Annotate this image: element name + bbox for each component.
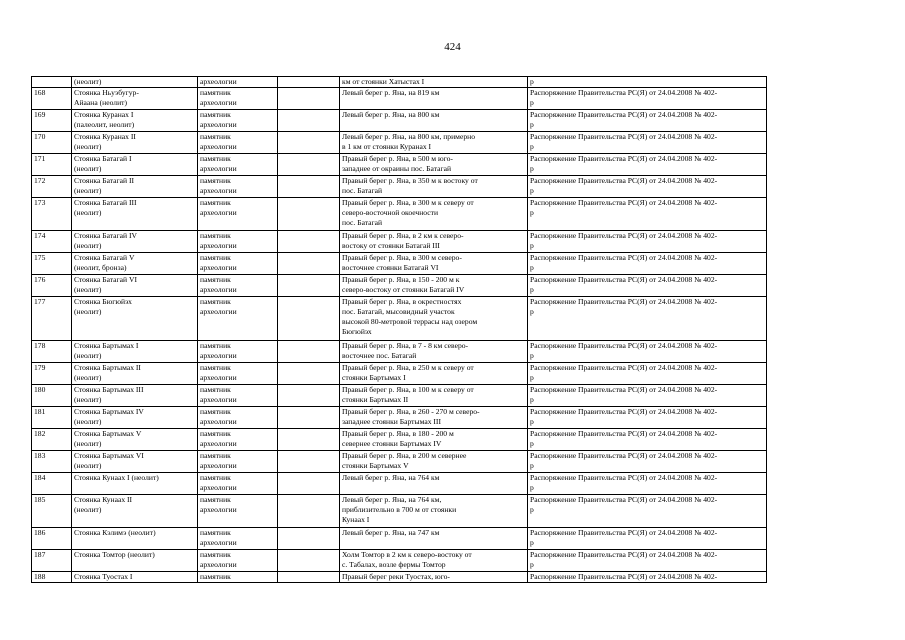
legal-document-cell (528, 340, 767, 362)
row-number: 181 (34, 406, 46, 416)
site-type: памятник археологии (200, 406, 237, 426)
row-number-cell (32, 527, 72, 549)
site-name: Стоянка Ньуэбугур- Айаана (неолит) (74, 87, 139, 107)
empty-cell-cell (278, 197, 340, 230)
row-number-cell (32, 428, 72, 450)
legal-document-cell (528, 274, 767, 296)
legal-document: Распоряжение Правительства РС(Я) от 24.04.2008 № 402- р (530, 362, 718, 382)
page-number: 424 (444, 41, 461, 53)
legal-document-cell (528, 197, 767, 230)
table-row (32, 87, 767, 109)
legal-document: Распоряжение Правительства РС(Я) от 24.04.2008 № 402- р (530, 384, 718, 404)
site-location: км от стоянки Хатыстах I (342, 77, 425, 86)
table-row (32, 197, 767, 230)
legal-document: Распоряжение Правительства РС(Я) от 24.04.2008 № 402- р (530, 87, 718, 107)
site-name: Стоянка Батагай V (неолит, бронза) (74, 252, 135, 272)
legal-document: Распоряжение Правительства РС(Я) от 24.04.2008 № 402- р (530, 340, 718, 360)
legal-document-cell (528, 472, 767, 494)
table-row (32, 406, 767, 428)
site-location-cell (340, 87, 528, 109)
site-type-cell (198, 197, 278, 230)
legal-document-cell (528, 131, 767, 153)
site-location-cell (340, 494, 528, 527)
site-type-cell (198, 252, 278, 274)
site-type-cell (198, 340, 278, 362)
site-name-cell (72, 549, 198, 571)
site-location: Левый берег р. Яна, на 819 км (342, 87, 440, 97)
legal-document: Распоряжение Правительства РС(Я) от 24.04.2008 № 402- р (530, 450, 718, 470)
site-name: Стоянка Бартымах IV (неолит) (74, 406, 144, 426)
site-type: памятник археологии (200, 230, 237, 250)
site-location: Правый берег р. Яна, в 260 - 270 м северо- западнее стоянки Бартымах III (342, 406, 480, 426)
table-row (32, 527, 767, 549)
site-type-cell (198, 77, 278, 88)
row-number: 168 (34, 87, 46, 97)
empty-cell-cell (278, 87, 340, 109)
legal-document-cell (528, 384, 767, 406)
row-number-cell (32, 252, 72, 274)
legal-document: р (530, 77, 534, 86)
site-name: Стоянка Куранах I (палеолит, неолит) (74, 109, 135, 129)
legal-document-cell (528, 406, 767, 428)
table-row (32, 230, 767, 252)
site-name: Стоянка Бартымах I (неолит) (74, 340, 139, 360)
row-number-cell (32, 131, 72, 153)
legal-document: Распоряжение Правительства РС(Я) от 24.04.2008 № 402- р (530, 472, 718, 492)
site-name: Стоянка Батагай VI (неолит) (74, 274, 138, 294)
legal-document-cell (528, 527, 767, 549)
table-row (32, 428, 767, 450)
site-location: Правый берег реки Туостах, юго- (342, 571, 450, 581)
row-number-cell (32, 153, 72, 175)
site-location-cell (340, 252, 528, 274)
site-type-cell (198, 362, 278, 384)
legal-document-cell (528, 428, 767, 450)
row-number-cell (32, 494, 72, 527)
legal-document-cell (528, 87, 767, 109)
site-location: Правый берег р. Яна, в 250 м к северу от стоянки Бартымах I (342, 362, 474, 382)
row-number: 183 (34, 450, 46, 460)
row-number-cell (32, 571, 72, 582)
row-number: 172 (34, 175, 46, 185)
row-number: 185 (34, 494, 46, 504)
site-location-cell (340, 230, 528, 252)
site-name-cell (72, 571, 198, 582)
site-location-cell (340, 384, 528, 406)
empty-cell-cell (278, 252, 340, 274)
site-type: памятник археологии (200, 153, 237, 173)
table-row (32, 252, 767, 274)
site-name: Стоянка Куранах II (неолит) (74, 131, 136, 151)
legal-document-cell (528, 494, 767, 527)
legal-document-cell (528, 571, 767, 582)
empty-cell-cell (278, 153, 340, 175)
site-type: памятник археологии (200, 197, 237, 217)
site-type: памятник археологии (200, 494, 237, 514)
site-type: памятник археологии (200, 274, 237, 294)
site-location-cell (340, 175, 528, 197)
legal-document-cell (528, 77, 767, 88)
empty-cell-cell (278, 109, 340, 131)
site-name: (неолит) (74, 77, 102, 86)
site-location: Правый берег р. Яна, в 500 м юго- западнее от окраины пос. Батагай (342, 153, 453, 173)
site-name-cell (72, 175, 198, 197)
site-name: Стоянка Бартымах III (неолит) (74, 384, 144, 404)
row-number: 179 (34, 362, 46, 372)
legal-document-cell (528, 109, 767, 131)
empty-cell-cell (278, 340, 340, 362)
legal-document: Распоряжение Правительства РС(Я) от 24.04.2008 № 402- р (530, 274, 718, 294)
site-location-cell (340, 450, 528, 472)
table-row (32, 472, 767, 494)
site-location: Правый берег р. Яна, в 300 м северо- восточнее стоянки Батагай VI (342, 252, 462, 272)
site-location: Правый берег р. Яна, в 2 км к северо- востоку от стоянки Батагай III (342, 230, 464, 250)
site-name: Стоянка Бартымах V (неолит) (74, 428, 142, 448)
site-location-cell (340, 109, 528, 131)
site-location: Правый берег р. Яна, в 300 м к северу от северо-восточной окоечности пос. Батагай (342, 197, 474, 227)
legal-document: Распоряжение Правительства РС(Я) от 24.04.2008 № 402- р (530, 109, 718, 129)
legal-document-cell (528, 450, 767, 472)
site-type: памятник археологии (200, 428, 237, 448)
legal-document: Распоряжение Правительства РС(Я) от 24.04.2008 № 402- р (530, 296, 718, 316)
site-type-cell (198, 296, 278, 340)
table-row (32, 77, 767, 88)
legal-document: Распоряжение Правительства РС(Я) от 24.04.2008 № 402- (530, 571, 718, 581)
site-type-cell (198, 230, 278, 252)
site-type: памятник археологии (200, 296, 237, 316)
row-number: 184 (34, 472, 46, 482)
site-type: памятник археологии (200, 109, 237, 129)
site-name-cell (72, 494, 198, 527)
site-name-cell (72, 428, 198, 450)
site-type-cell (198, 406, 278, 428)
legal-document: Распоряжение Правительства РС(Я) от 24.04.2008 № 402- р (530, 252, 718, 272)
site-name: Стоянка Батагай II (неолит) (74, 175, 135, 195)
site-name-cell (72, 77, 198, 88)
table-row (32, 494, 767, 527)
site-location: Правый берег р. Яна, в 180 - 200 м севернее стоянки Бартымах IV (342, 428, 454, 448)
site-name-cell (72, 109, 198, 131)
site-type: памятник (200, 571, 231, 581)
legal-document: Распоряжение Правительства РС(Я) от 24.04.2008 № 402- р (530, 549, 718, 569)
row-number-cell (32, 406, 72, 428)
site-location-cell (340, 77, 528, 88)
site-location-cell (340, 571, 528, 582)
empty-cell-cell (278, 131, 340, 153)
row-number: 187 (34, 549, 46, 559)
site-location: Холм Томтор в 2 км к северо-востоку от с. Табалах, возле фермы Томтор (342, 549, 472, 569)
site-type-cell (198, 274, 278, 296)
site-type: памятник археологии (200, 87, 237, 107)
row-number-cell (32, 230, 72, 252)
row-number: 170 (34, 131, 46, 141)
row-number: 176 (34, 274, 46, 284)
site-location: Левый берег р. Яна, на 800 км, примерно в 1 км от стоянки Куранах I (342, 131, 475, 151)
empty-cell-cell (278, 362, 340, 384)
row-number: 173 (34, 197, 46, 207)
site-location-cell (340, 274, 528, 296)
table-row (32, 571, 767, 582)
site-name: Стоянка Бартымах II (неолит) (74, 362, 141, 382)
legal-document: Распоряжение Правительства РС(Я) от 24.04.2008 № 402- р (530, 131, 718, 151)
site-location: Правый берег р. Яна, в 350 м к востоку от пос. Батагай (342, 175, 478, 195)
table-row (32, 549, 767, 571)
site-location: Левый берег р. Яна, на 800 км (342, 109, 440, 119)
row-number-cell (32, 340, 72, 362)
site-name: Стоянка Батагай IV (неолит) (74, 230, 138, 250)
table-row (32, 175, 767, 197)
table-row (32, 109, 767, 131)
row-number: 186 (34, 527, 46, 537)
site-type-cell (198, 175, 278, 197)
site-location: Правый берег р. Яна, в окрестностях пос. Батагай, мысовидный участок высокой 80-метровой террасы над озером Бюгюйэх (342, 296, 478, 336)
site-location: Левый берег р. Яна, на 764 км, приблизительно в 700 м от стоянки Кунаах I (342, 494, 457, 524)
site-location: Правый берег р. Яна, в 200 м севернее стоянки Бартымах V (342, 450, 467, 470)
site-type: памятник археологии (200, 384, 237, 404)
site-name-cell (72, 340, 198, 362)
site-type: памятник археологии (200, 472, 237, 492)
legal-document: Распоряжение Правительства РС(Я) от 24.04.2008 № 402- р (530, 175, 718, 195)
legal-document: Распоряжение Правительства РС(Я) от 24.04.2008 № 402- р (530, 197, 718, 217)
site-type-cell (198, 549, 278, 571)
site-name-cell (72, 230, 198, 252)
legal-document: Распоряжение Правительства РС(Я) от 24.04.2008 № 402- р (530, 428, 718, 448)
site-location: Правый берег р. Яна, в 100 м к северу от стоянки Бартымах II (342, 384, 474, 404)
empty-cell-cell (278, 406, 340, 428)
empty-cell-cell (278, 175, 340, 197)
row-number-cell (32, 175, 72, 197)
row-number-cell (32, 87, 72, 109)
row-number-cell (32, 77, 72, 88)
legal-document: Распоряжение Правительства РС(Я) от 24.04.2008 № 402- р (530, 153, 718, 173)
site-type-cell (198, 131, 278, 153)
table-row (32, 340, 767, 362)
site-name-cell (72, 406, 198, 428)
legal-document: Распоряжение Правительства РС(Я) от 24.04.2008 № 402- р (530, 494, 718, 514)
site-location-cell (340, 197, 528, 230)
site-type: памятник археологии (200, 131, 237, 151)
row-number: 182 (34, 428, 46, 438)
row-number: 171 (34, 153, 46, 163)
site-location: Правый берег р. Яна, в 150 - 200 м к северо-востоку от стоянки Батагай IV (342, 274, 465, 294)
row-number: 174 (34, 230, 46, 240)
empty-cell-cell (278, 384, 340, 406)
table-row (32, 274, 767, 296)
site-name-cell (72, 252, 198, 274)
site-location-cell (340, 153, 528, 175)
row-number: 178 (34, 340, 46, 350)
site-name: Стоянка Батагай III (неолит) (74, 197, 137, 217)
site-type-cell (198, 87, 278, 109)
row-number-cell (32, 109, 72, 131)
legal-document-cell (528, 362, 767, 384)
site-name-cell (72, 527, 198, 549)
empty-cell-cell (278, 274, 340, 296)
empty-cell-cell (278, 571, 340, 582)
site-type: памятник археологии (200, 175, 237, 195)
row-number-cell (32, 274, 72, 296)
site-location-cell (340, 549, 528, 571)
legal-document: Распоряжение Правительства РС(Я) от 24.04.2008 № 402- р (530, 527, 718, 547)
row-number-cell (32, 197, 72, 230)
site-name-cell (72, 274, 198, 296)
table-row (32, 153, 767, 175)
row-number: 169 (34, 109, 46, 119)
heritage-registry-table (31, 76, 767, 583)
site-type: памятник археологии (200, 549, 237, 569)
row-number-cell (32, 384, 72, 406)
site-location: Левый берег р. Яна, на 764 км (342, 472, 440, 482)
site-name-cell (72, 384, 198, 406)
site-name-cell (72, 472, 198, 494)
site-type: памятник археологии (200, 362, 237, 382)
empty-cell-cell (278, 494, 340, 527)
site-location-cell (340, 527, 528, 549)
site-location-cell (340, 428, 528, 450)
empty-cell-cell (278, 428, 340, 450)
site-type: памятник археологии (200, 450, 237, 470)
legal-document-cell (528, 296, 767, 340)
row-number: 188 (34, 571, 46, 581)
empty-cell-cell (278, 230, 340, 252)
empty-cell-cell (278, 296, 340, 340)
site-type-cell (198, 571, 278, 582)
row-number-cell (32, 549, 72, 571)
table-row (32, 296, 767, 340)
site-type-cell (198, 527, 278, 549)
site-location: Правый берег р. Яна, в 7 - 8 км северо- восточнее пос. Батагай (342, 340, 469, 360)
site-name-cell (72, 87, 198, 109)
site-name-cell (72, 131, 198, 153)
site-name-cell (72, 362, 198, 384)
legal-document-cell (528, 153, 767, 175)
site-type: памятник археологии (200, 252, 237, 272)
site-name: Стоянка Кунаах I (неолит) (74, 472, 159, 482)
table-row (32, 450, 767, 472)
row-number: 180 (34, 384, 46, 394)
empty-cell-cell (278, 450, 340, 472)
table-row (32, 362, 767, 384)
empty-cell-cell (278, 472, 340, 494)
row-number: 177 (34, 296, 46, 306)
site-type-cell (198, 472, 278, 494)
site-name-cell (72, 153, 198, 175)
site-location-cell (340, 472, 528, 494)
legal-document: Распоряжение Правительства РС(Я) от 24.04.2008 № 402- р (530, 406, 718, 426)
row-number-cell (32, 472, 72, 494)
site-name: Стоянка Томтор (неолит) (74, 549, 155, 559)
legal-document: Распоряжение Правительства РС(Я) от 24.04.2008 № 402- р (530, 230, 718, 250)
legal-document-cell (528, 230, 767, 252)
site-location-cell (340, 296, 528, 340)
row-number-cell (32, 450, 72, 472)
site-location-cell (340, 406, 528, 428)
site-type-cell (198, 428, 278, 450)
site-type-cell (198, 494, 278, 527)
site-type-cell (198, 109, 278, 131)
site-name: Стоянка Батагай I (неолит) (74, 153, 132, 173)
row-number: 175 (34, 252, 46, 262)
legal-document-cell (528, 252, 767, 274)
site-name: Стоянка Бартымах VI (неолит) (74, 450, 144, 470)
empty-cell-cell (278, 527, 340, 549)
site-type-cell (198, 450, 278, 472)
legal-document-cell (528, 549, 767, 571)
site-name: Стоянка Бюгюйэх (неолит) (74, 296, 132, 316)
legal-document-cell (528, 175, 767, 197)
site-name: Стоянка Туостах I (74, 571, 133, 581)
site-name-cell (72, 296, 198, 340)
site-name: Стоянка Кэлимэ (неолит) (74, 527, 156, 537)
site-name-cell (72, 450, 198, 472)
site-name: Стоянка Кунаах II (неолит) (74, 494, 133, 514)
site-location-cell (340, 362, 528, 384)
site-location-cell (340, 340, 528, 362)
site-type: памятник археологии (200, 340, 237, 360)
table-row (32, 131, 767, 153)
row-number-cell (32, 296, 72, 340)
table-row (32, 384, 767, 406)
site-name-cell (72, 197, 198, 230)
site-type-cell (198, 153, 278, 175)
empty-cell-cell (278, 77, 340, 88)
site-type: археологии (200, 77, 237, 86)
row-number-cell (32, 362, 72, 384)
site-type: памятник археологии (200, 527, 237, 547)
table-body (32, 77, 767, 583)
site-type-cell (198, 384, 278, 406)
site-location: Левый берег р. Яна, на 747 км (342, 527, 440, 537)
empty-cell-cell (278, 549, 340, 571)
site-location-cell (340, 131, 528, 153)
